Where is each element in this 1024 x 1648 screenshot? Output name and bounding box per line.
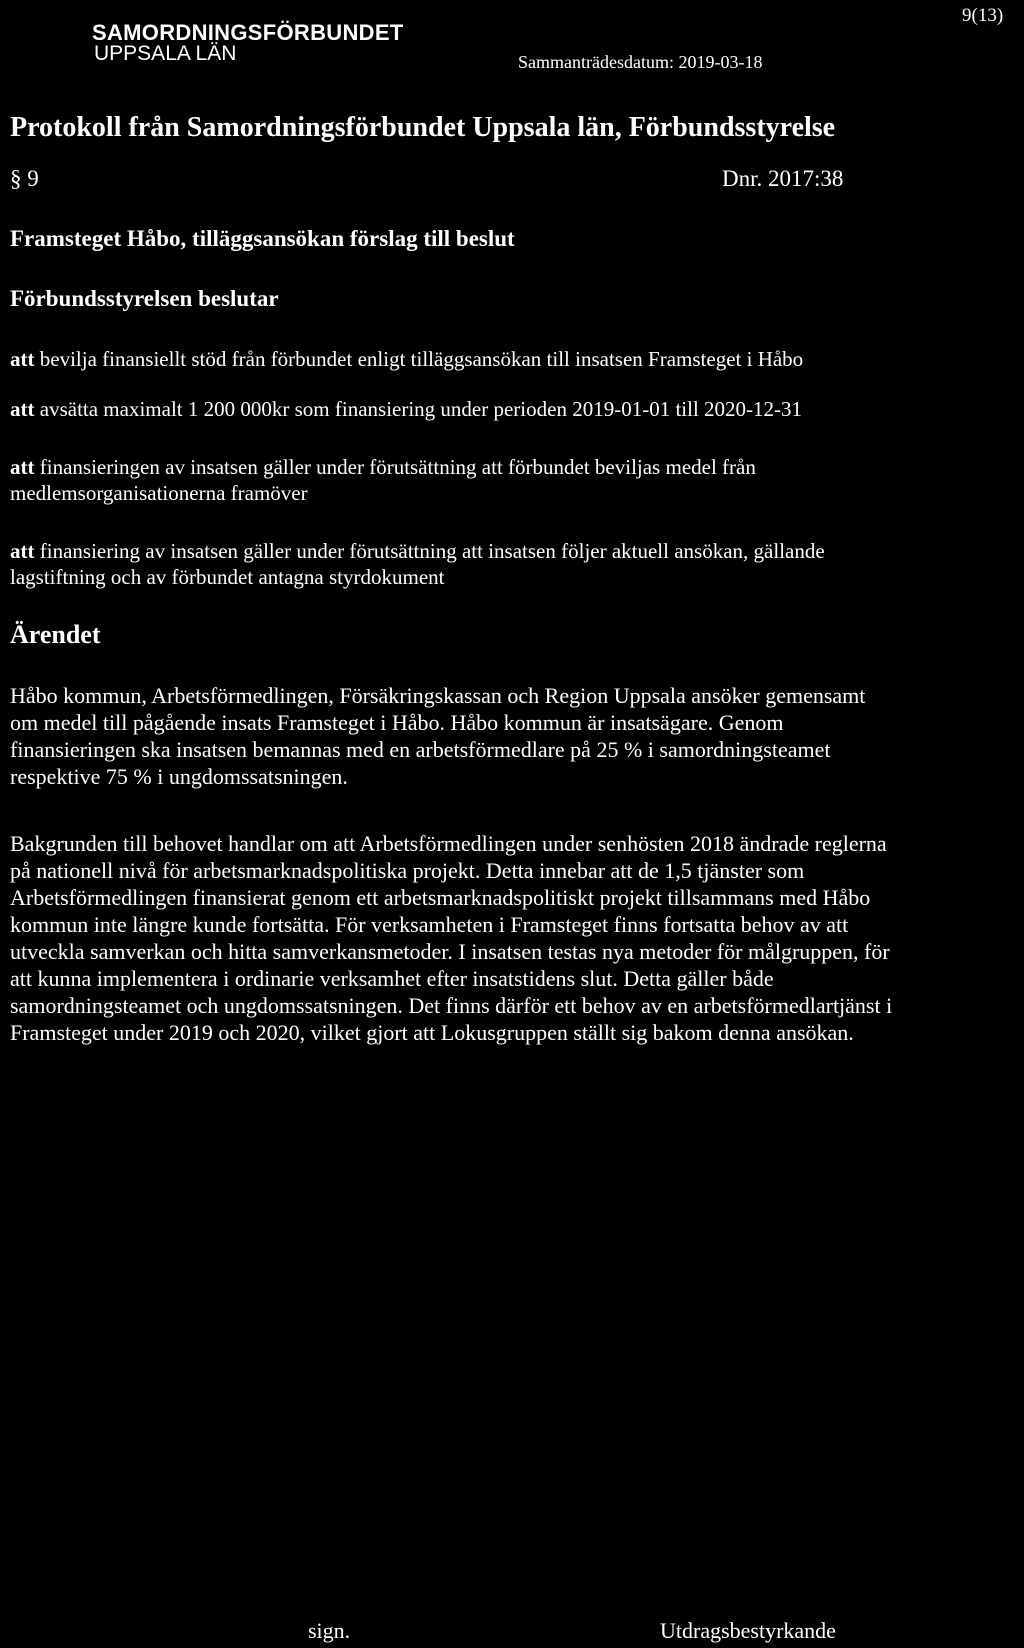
- decision-text: bevilja finansiellt stöd från förbundet enligt tilläggsansökan till insatsen Framsteget i Håbo: [39, 347, 804, 371]
- attestation-label: Utdragsbestyrkande: [660, 1618, 836, 1643]
- organization-region: UPPSALA LÄN: [94, 42, 237, 65]
- paragraph-line: respektive 75 % i ungdomssatsningen.: [10, 764, 348, 789]
- decision-text: finansiering av insatsen gäller under förutsättning att insatsen följer aktuell ansökan, gällande: [39, 539, 825, 563]
- decision-item-2: [10, 396, 1010, 422]
- decision-keyword: att: [10, 397, 35, 421]
- paragraph-line: samordningsteamet och ungdomssatsningen. Det finns därför ett behov av en arbetsförmedlartjänst i: [10, 993, 893, 1018]
- decision-keyword: att: [10, 539, 35, 563]
- organization-name: SAMORDNINGSFÖRBUNDET: [92, 20, 404, 45]
- decision-text: lagstiftning och av förbundet antagna styrdokument: [10, 565, 445, 589]
- decision-text: finansieringen av insatsen gäller under förutsättning att förbundet beviljas medel från: [39, 455, 756, 479]
- decision-text: medlemsorganisationerna framöver: [10, 481, 308, 505]
- paragraph-line: Framsteget under 2019 och 2020, vilket gjort att Lokusgruppen ställt sig bakom denna ansökan.: [10, 1020, 854, 1045]
- meeting-date: Sammanträdesdatum: 2019-03-18: [518, 52, 763, 72]
- body-paragraph-2: [10, 830, 1014, 1046]
- body-paragraph-1: [10, 682, 1014, 790]
- signature-label: sign.: [308, 1618, 351, 1643]
- decision-keyword: att: [10, 347, 35, 371]
- page-number: 9(13): [962, 5, 1004, 26]
- paragraph-line: om medel till pågående insats Framsteget i Håbo. Håbo kommun är insatsägare. Genom: [10, 710, 784, 735]
- decision-item-3: [10, 454, 1010, 506]
- diary-number: Dnr. 2017:38: [722, 166, 844, 191]
- paragraph-line: finansieringen ska insatsen bemannas med en arbetsförmedlare på 25 % i samordningsteamet: [10, 737, 831, 762]
- decision-keyword: att: [10, 455, 35, 479]
- decision-text: avsätta maximalt 1 200 000kr som finansiering under perioden 2019-01-01 till 2020-12-31: [39, 397, 803, 421]
- decision-item-1: [10, 346, 1010, 372]
- decision-item-4: [10, 538, 1010, 590]
- paragraph-line: utveckla samverkan och hitta samverkansmetoder. I insatsen testas nya metoder för målgruppen, för: [10, 939, 890, 964]
- decision-lead: Förbundsstyrelsen beslutar: [10, 286, 279, 311]
- document-title: Protokoll från Samordningsförbundet Uppsala län, Förbundsstyrelse: [10, 112, 836, 143]
- paragraph-number: § 9: [10, 166, 39, 191]
- section-heading: Ärendet: [10, 620, 101, 649]
- paragraph-line: Arbetsförmedlingen finansierat genom ett arbetsmarknadspolitiskt projekt tillsammans med Håbo: [10, 885, 871, 910]
- decision-title: Framsteget Håbo, tilläggsansökan förslag till beslut: [10, 226, 515, 251]
- paragraph-line: Bakgrunden till behovet handlar om att Arbetsförmedlingen under senhösten 2018 ändrade reglerna: [10, 831, 887, 856]
- paragraph-line: kommun inte längre kunde fortsätta. För verksamheten i Framsteget finns fortsatta behov av att: [10, 912, 849, 937]
- paragraph-line: på nationell nivå för arbetsmarknadspolitiska projekt. Detta innebar att de 1,5 tjänster som: [10, 858, 805, 883]
- paragraph-line: Håbo kommun, Arbetsförmedlingen, Försäkringskassan och Region Uppsala ansöker gemensamt: [10, 683, 866, 708]
- paragraph-line: att kunna implementera i ordinarie verksamhet efter insatstidens slut. Detta gäller både: [10, 966, 774, 991]
